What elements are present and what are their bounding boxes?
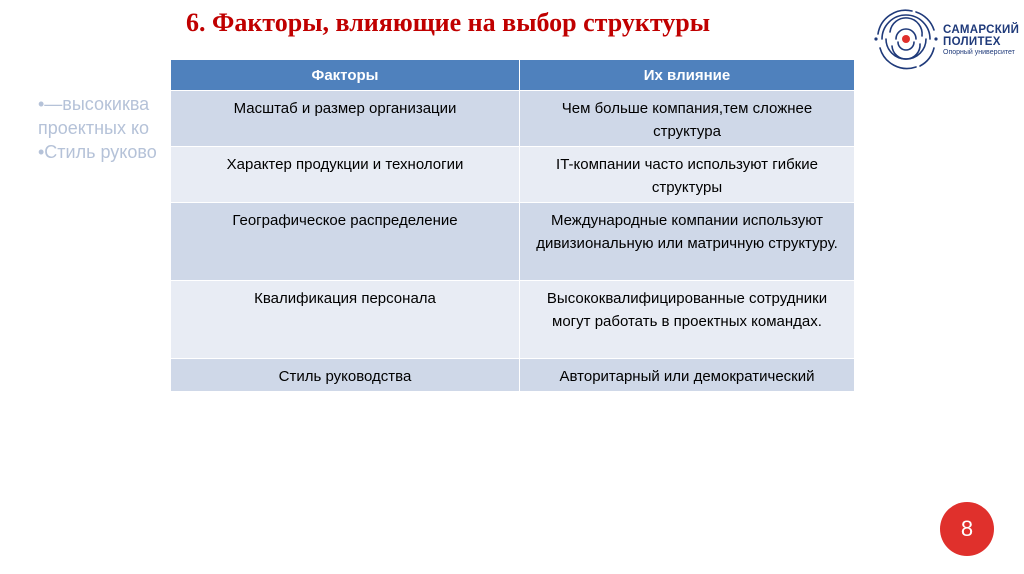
table-row <box>171 281 855 359</box>
factor-cell: Стиль руководства <box>171 359 520 392</box>
logo-text <box>943 24 1019 58</box>
influence-cell: IT-компании часто используют гибкие структуры <box>520 147 855 203</box>
slide-title: 6. Факторы, влияющие на выбор структуры <box>186 8 711 37</box>
influence-cell: Чем больше компания,тем сложнее структура <box>520 91 855 147</box>
table-header-factors: Факторы <box>171 60 520 91</box>
logo-line: ПОЛИТЕХ <box>943 36 1001 48</box>
influence-cell: Международные компании используют дивизиональную или матричную структуру. <box>520 203 855 281</box>
table-row <box>171 359 855 392</box>
background-text-line: проектных ко <box>38 118 150 138</box>
factor-cell: Масштаб и размер организации <box>171 91 520 147</box>
factor-cell: Квалификация персонала <box>171 281 520 359</box>
table-row <box>171 147 855 203</box>
influence-cell: Высококвалифицированные сотрудники могут работать в проектных командах. <box>520 281 855 359</box>
table-header-influence: Их влияние <box>520 60 855 91</box>
logo-subline: Опорный университет <box>943 49 1015 56</box>
table-header-row <box>171 60 855 91</box>
table-row <box>171 203 855 281</box>
table-row <box>171 91 855 147</box>
factor-cell: Географическое распределение <box>171 203 520 281</box>
page-number-badge: 8 <box>940 502 994 556</box>
logo-line: САМАРСКИЙ <box>943 24 1020 36</box>
influence-cell: Авторитарный или демократический <box>520 359 855 392</box>
background-text-line: •Стиль руково <box>38 142 157 162</box>
factor-cell: Характер продукции и технологии <box>171 147 520 203</box>
background-text-line: •—высокиква <box>38 94 150 114</box>
factors-table <box>170 59 855 392</box>
